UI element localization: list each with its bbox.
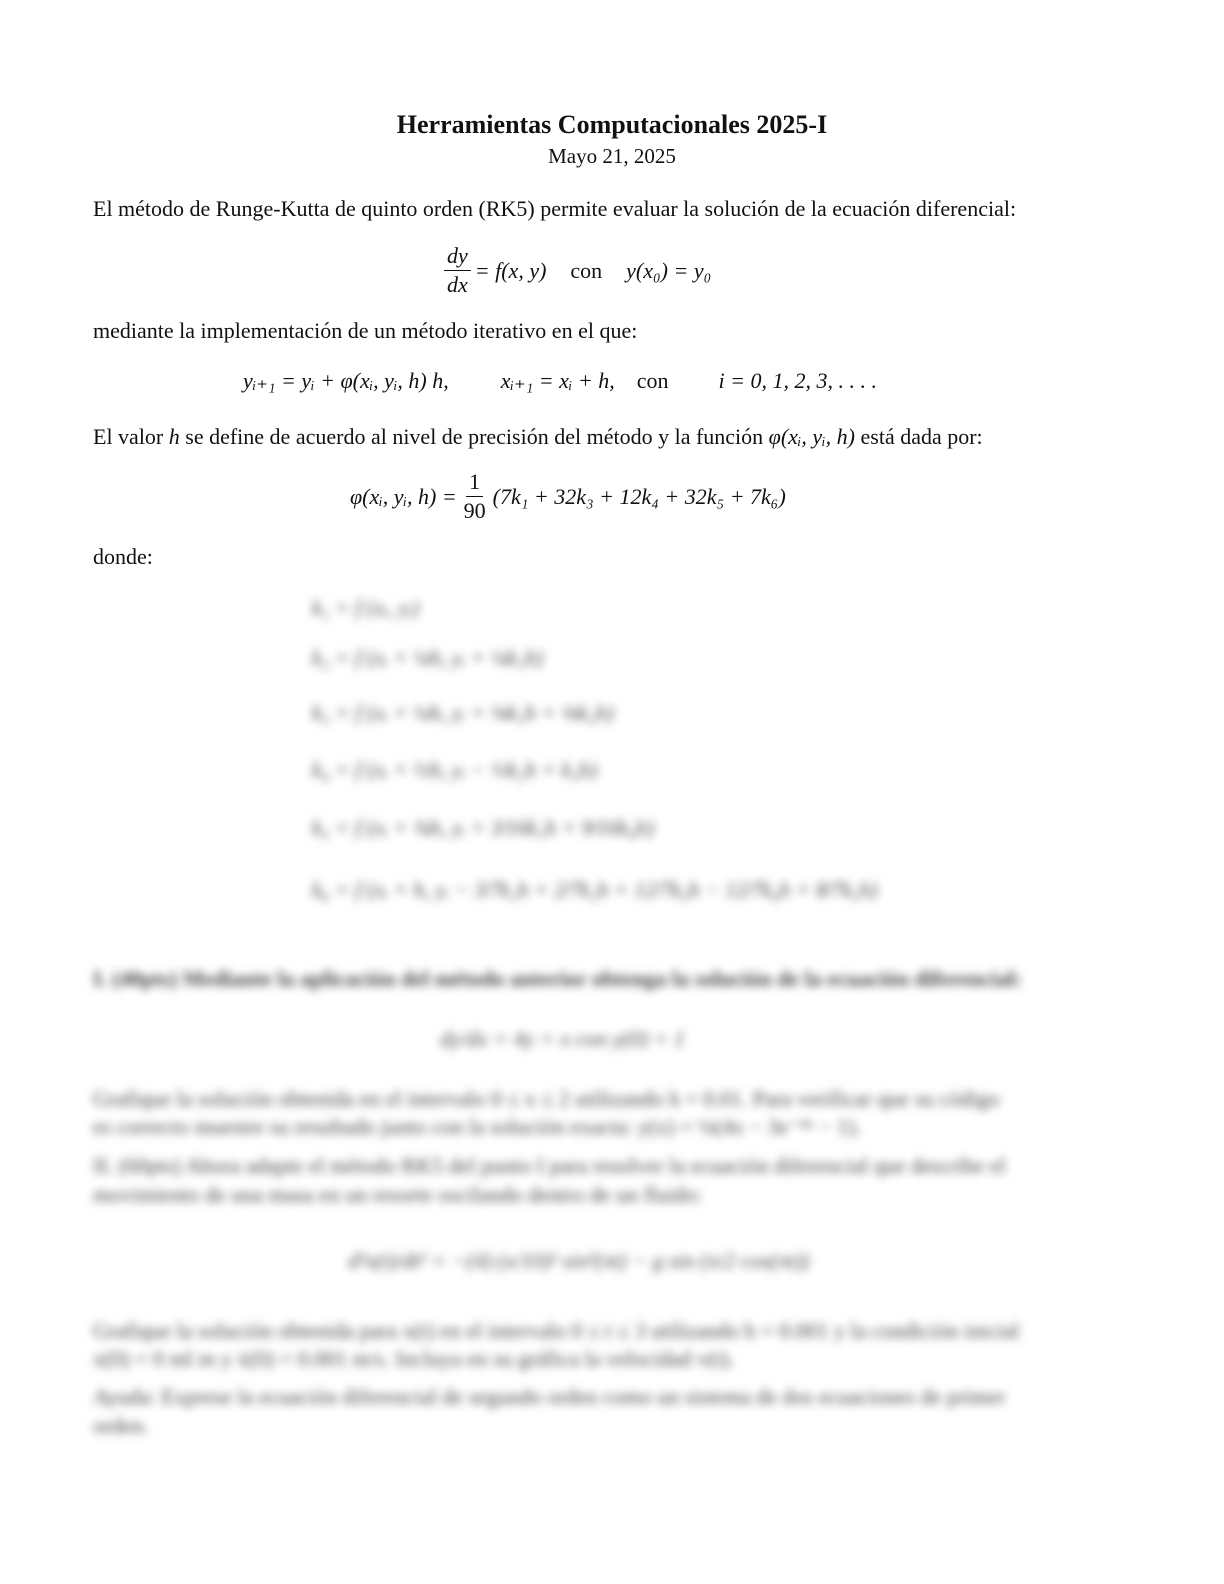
ode-con: con bbox=[570, 257, 603, 283]
part2-equation: d²x(t)/dt² = −(4) (x/10)² sin²(πt) − g sin (π/2 cos(πt)) bbox=[348, 1248, 810, 1273]
dy-dx-fraction: $\frac{dy}{dx}$ bbox=[444, 244, 471, 297]
iteration-index: i = 0, 1, 2, 3, . . . . bbox=[718, 368, 877, 393]
phi-paragraph bbox=[93, 424, 983, 450]
phi-text-c: está dada por: bbox=[860, 424, 983, 449]
k2-equation: k₂ = f (xᵢ + ¼h, yᵢ + ¼k₁h) bbox=[312, 645, 544, 670]
document-date: Mayo 21, 2025 bbox=[548, 144, 676, 168]
k3-equation: k₃ = f (xᵢ + ¼h, yᵢ + ⅛k₁h + ⅛k₂h) bbox=[312, 700, 614, 725]
iteration-x: xᵢ₊₁ = xᵢ + h, bbox=[500, 368, 615, 393]
donde-label: donde: bbox=[93, 544, 153, 569]
phi-lhs: φ(xᵢ, yᵢ, h) = bbox=[350, 483, 457, 509]
intro-paragraph: El método de Runge-Kutta de quinto orden (RK5) permite evaluar la solución de la ecuación diferencial: bbox=[93, 196, 1017, 221]
phi-rhs: (7k₁ + 32k₃ + 12k₄ + 32k₅ + 7k₆) bbox=[492, 483, 786, 509]
ode-rhs: = f(x, y) bbox=[474, 257, 547, 283]
part1-text-line2: es correcto muestre su resultado junto con la solución exacta: y(x) = ¼(4x − 3e⁻⁴ˣ − 1). bbox=[93, 1114, 861, 1139]
hint-line2: orden. bbox=[93, 1413, 149, 1438]
part2-text-line1: Grafique la solución obtenida para x(t) en el intervalo 0 ≤ t ≤ 3 utilizando h = 0.001 y la condición inicial bbox=[93, 1318, 1020, 1343]
part1-equation: dy/dx = 4y = x con y(0) = 1 bbox=[440, 1026, 685, 1051]
phi-equation bbox=[350, 470, 786, 523]
iteration-con: con bbox=[636, 368, 669, 393]
ode-equation bbox=[440, 244, 711, 297]
part1-text-line1: Grafique la solución obtenida en el intervalo 0 ≤ x ≤ 2 utilizando h = 0.01. Para verificar que su código bbox=[93, 1086, 1000, 1111]
document-title: Herramientas Computacionales 2025-I bbox=[396, 110, 828, 139]
part2-text-line2: x(0) = 0 ml m y ẋ(0) = 0.001 m/s. Incluya en su gráfica la velocidad v(t). bbox=[93, 1346, 735, 1371]
initial-condition: y(x₀) = y₀ bbox=[626, 257, 712, 283]
part1-statement: I. (40pts) Mediante la aplicación del método anterior obtenga la solución de la ecuación diferencial: bbox=[93, 966, 1022, 991]
phi-text-b: se define de acuerdo al nivel de precisión del método y la función bbox=[185, 424, 764, 449]
iteration-y: yᵢ₊₁ = yᵢ + φ(xᵢ, yᵢ, h) h, bbox=[243, 368, 449, 393]
phi-text-phi: φ(xᵢ, yᵢ, h) bbox=[768, 424, 855, 449]
k6-equation: k₆ = f (xᵢ + h, yᵢ − 3⁄7k₁h + 2⁄7k₂h + 12⁄7k₃h − 12⁄7k₄h + 8⁄7k₅h) bbox=[312, 877, 878, 902]
k1-equation: k₁ = f (xᵢ, yᵢ) bbox=[312, 595, 420, 620]
k5-equation: k₅ = f (xᵢ + ¾h, yᵢ + 3⁄16k₁h + 9⁄16k₄h) bbox=[312, 815, 655, 840]
k4-equation: k₄ = f (xᵢ + ½h, yᵢ − ½k₂h + k₃h) bbox=[312, 757, 598, 782]
method-paragraph: mediante la implementación de un método iterativo en el que: bbox=[93, 318, 638, 343]
phi-fraction: $\frac{1}{90}$ bbox=[463, 469, 486, 524]
iteration-equation bbox=[243, 368, 877, 394]
part2-statement-line1: II. (60pts) Ahora adapte el método RK5 del punto I para resolver la ecuación diferencial que describe el bbox=[93, 1153, 1006, 1178]
phi-text-h: h bbox=[168, 424, 180, 449]
hint-line1: Ayuda: Exprese la ecuación diferencial de segundo orden como un sistema de dos ecuaciones de primer bbox=[93, 1384, 1006, 1409]
phi-text-a: El valor bbox=[93, 424, 164, 449]
part2-statement-line2: movimiento de una masa en un resorte oscilando dentro de un fluido: bbox=[93, 1182, 703, 1207]
